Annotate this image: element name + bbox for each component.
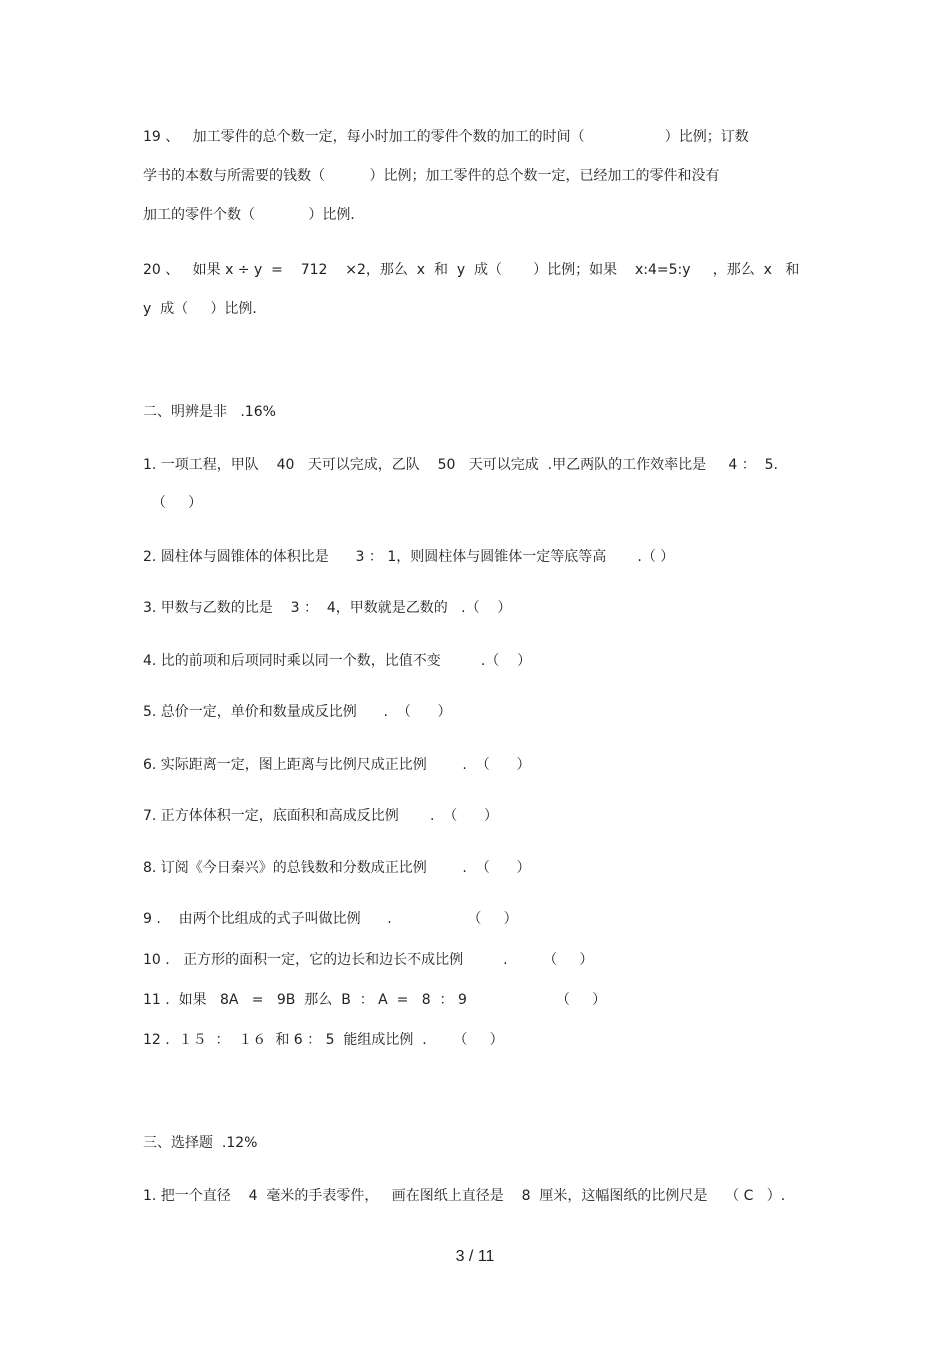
section-2-item-1-paren: （ ） — [143, 495, 203, 511]
section-2-item-9: 9 . 由两个比组成的式子叫做比例 . （ ） — [143, 911, 518, 927]
section-2-item-3: 3. 甲数与乙数的比是 3 ： 4，甲数就是乙数的 .（ ） — [143, 600, 512, 616]
section-2-item-1: 1. 一项工程，甲队 40 天可以完成，乙队 50 天可以完成 .甲乙两队的工作效率比是 4 ： 5. — [143, 457, 778, 473]
section-2-title: 二、明辨是非 .16% — [143, 404, 276, 420]
section-2-item-4: 4. 比的前项和后项同时乘以同一个数，比值不变 .（ ） — [143, 653, 532, 669]
q19-line-3: 加工的零件个数（ ）比例． — [143, 207, 365, 223]
q19-line-1: 19 、 加工零件的总个数一定，每小时加工的零件个数的加工的时间（ ）比例；订数 — [143, 129, 749, 145]
q19-line-2: 学书的本数与所需要的钱数（ ）比例；加工零件的总个数一定，已经加工的零件和没有 — [143, 168, 720, 184]
section-2-item-5: 5. 总价一定，单价和数量成反比例 . （ ） — [143, 704, 452, 720]
section-2-item-10: 10 . 正方形的面积一定，它的边长和边长不成比例 . （ ） — [143, 952, 594, 968]
section-2-item-11: 11 . 如果 8A = 9B 那么 B ： A = 8 ： 9 （ ） — [143, 992, 607, 1008]
q20-line-2: y 成（ ）比例． — [143, 301, 267, 317]
section-2-item-12: 12 . １５ ： １６ 和 6 ： 5 能组成比例 . （ ） — [143, 1032, 504, 1048]
q20-line-1: 20 、 如果 x ÷ y = 712 ×2，那么 x 和 y 成（ ）比例；如果 x:4=5:y ，那么 x 和 — [143, 262, 800, 278]
section-3-title: 三、选择题 .12% — [143, 1135, 258, 1151]
section-3-item-1: 1. 把一个直径 4 毫米的手表零件， 画在图纸上直径是 8 厘米，这幅图纸的比例尺是 （ C ）. — [143, 1188, 786, 1204]
section-2-item-7: 7. 正方体体积一定，底面积和高成反比例 . （ ） — [143, 808, 499, 824]
section-2-item-6: 6. 实际距离一定，图上距离与比例尺成正比例 . （ ） — [143, 757, 531, 773]
page-number: 3 / 11 — [455, 1248, 495, 1265]
section-2-item-2: 2. 圆柱体与圆锥体的体积比是 3 ： 1，则圆柱体与圆锥体一定等底等高 .（ ） — [143, 549, 675, 565]
section-2-item-8: 8. 订阅《今日秦兴》的总钱数和分数成正比例 . （ ） — [143, 860, 531, 876]
